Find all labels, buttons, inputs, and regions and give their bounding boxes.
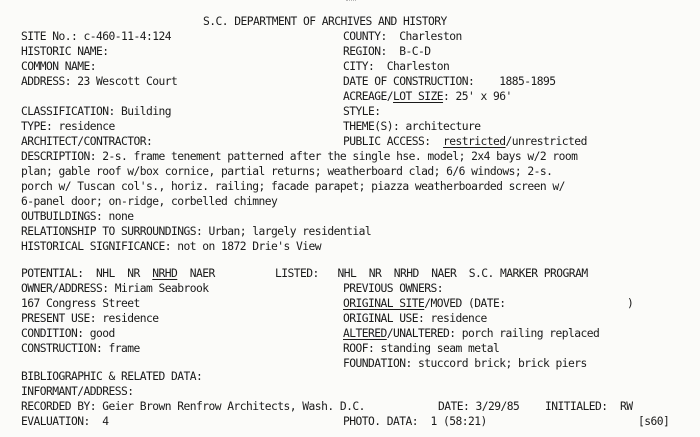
- original-use: ORIGINAL USE: residence: [343, 312, 487, 325]
- outbuildings: OUTBUILDINGS: none: [21, 210, 134, 223]
- condition: CONDITION: good: [21, 327, 115, 340]
- address: ADDRESS: 23 Wescott Court: [21, 75, 178, 88]
- county: COUNTY: Charleston: [343, 30, 462, 43]
- themes: THEME(S): architecture: [343, 120, 481, 133]
- roof: ROOF: standing seam metal: [343, 342, 500, 355]
- potential-suffix: NAER: [177, 267, 215, 280]
- acreage-lot-size: [343, 90, 512, 104]
- classification: CLASSIFICATION: Building: [21, 105, 172, 118]
- record-code: [s60]: [638, 415, 670, 428]
- present-use: PRESENT USE: residence: [21, 312, 159, 325]
- altered-suffix: /UNALTERED: porch railing replaced: [386, 327, 600, 340]
- relationship-to-surroundings: RELATIONSHIP TO SURROUNDINGS: Urban; largely residential: [21, 225, 372, 238]
- architect-contractor: ARCHITECT/CONTRACTOR:: [21, 135, 153, 148]
- potential-prefix: POTENTIAL: NHL NR: [21, 267, 153, 280]
- description-line: porch w/ Tuscan col's., horiz. railing; facade parapet; piazza weatherboarded screen w/: [21, 180, 565, 193]
- restricted-underlined: restricted: [443, 135, 506, 148]
- common-name: COMMON NAME:: [21, 60, 97, 73]
- public-access-suffix: /unrestricted: [505, 135, 587, 148]
- description-line: 6-panel door; on-ridge, corbelled chimney: [21, 195, 278, 208]
- informant-address: INFORMANT/ADDRESS:: [21, 385, 134, 398]
- original-site-underlined: ORIGINAL SITE: [343, 297, 425, 310]
- previous-owners: PREVIOUS OWNERS:: [343, 282, 444, 295]
- original-site: [343, 297, 506, 311]
- site-number: SITE No.: c-460-11-4:124: [21, 30, 172, 43]
- evaluation: EVALUATION: 4: [21, 415, 109, 428]
- type: TYPE: residence: [21, 120, 115, 133]
- city: CITY: Charleston: [343, 60, 450, 73]
- owner-address: OWNER/ADDRESS: Miriam Seabrook: [21, 282, 209, 295]
- photo-data: PHOTO. DATA: 1 (58:21): [343, 415, 487, 428]
- owner-street: 167 Congress Street: [21, 297, 140, 310]
- historic-name: HISTORIC NAME:: [21, 45, 109, 58]
- nrhd-underlined: NRHD: [152, 267, 178, 280]
- public-access-label: PUBLIC ACCESS:: [343, 135, 444, 148]
- construction: CONSTRUCTION: frame: [21, 342, 140, 355]
- date-recorded: DATE: 3/29/85: [438, 400, 520, 413]
- region: REGION: B-C-D: [343, 45, 431, 58]
- public-access: [343, 135, 587, 149]
- recorded-by: RECORDED BY: Geier Brown Renfrow Architects, Wash. D.C.: [21, 400, 365, 413]
- description-line: DESCRIPTION: 2-s. frame tenement patterned after the single hse. model; 2x4 bays w/2 room: [21, 150, 578, 163]
- bibliographic-data: BIBLIOGRAPHIC & RELATED DATA:: [21, 370, 203, 383]
- altered: [343, 327, 599, 341]
- potential: [21, 267, 215, 281]
- altered-underlined: ALTERED: [343, 327, 387, 340]
- style: STYLE:: [343, 105, 381, 118]
- lot-size-underlined: LOT SIZE: [393, 90, 444, 103]
- description-line: plan; gable roof w/box cornice, partial returns; weatherboard clad; 6/6 windows; 2-s.: [21, 165, 553, 178]
- moved-date-close: ): [627, 297, 634, 310]
- listed: LISTED: NHL NR NRHD NAER S.C. MARKER PROGRAM: [275, 267, 588, 280]
- original-site-suffix: /MOVED (DATE:: [424, 297, 506, 310]
- acreage-value: : 25' x 96': [443, 90, 512, 103]
- scan-mark: [346, 0, 356, 4]
- document-title: S.C. DEPARTMENT OF ARCHIVES AND HISTORY: [203, 15, 447, 28]
- acreage-prefix: ACREAGE/: [343, 90, 394, 103]
- historical-significance: HISTORICAL SIGNIFICANCE: not on 1872 Drie's View: [21, 240, 322, 253]
- initialed: INITIALED: RW: [545, 400, 633, 413]
- foundation: FOUNDATION: stuccord brick; brick piers: [343, 357, 587, 370]
- date-of-construction: DATE OF CONSTRUCTION: 1885-1895: [343, 75, 556, 88]
